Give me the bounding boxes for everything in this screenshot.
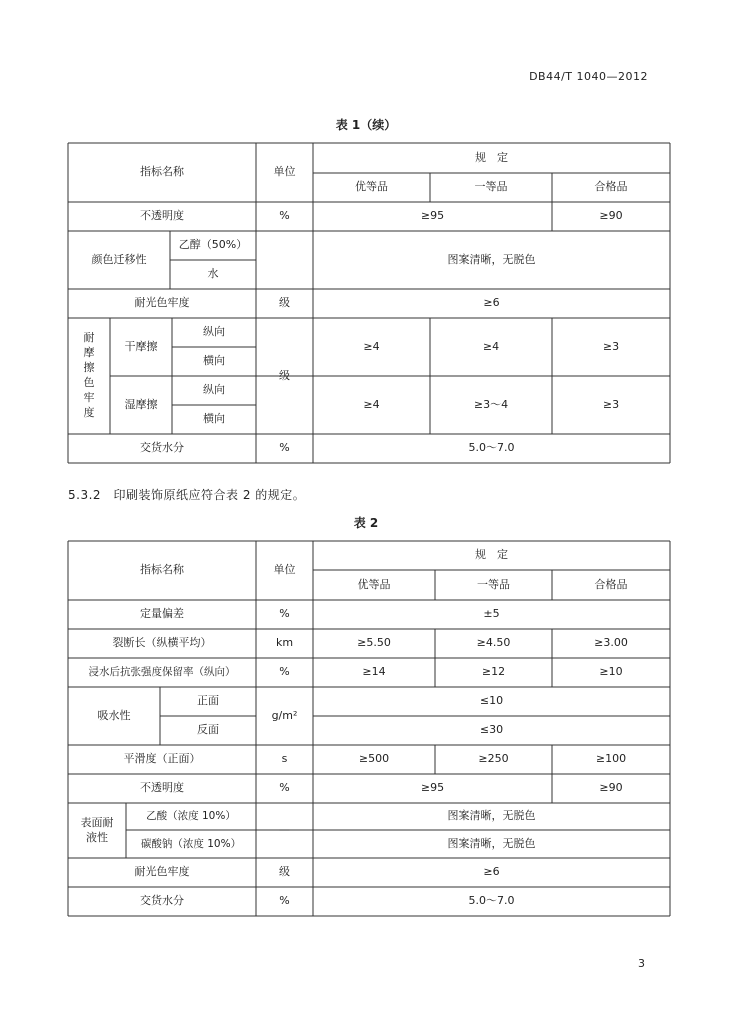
table1-caption: 表 1（续） — [335, 118, 397, 132]
t2-moisture-value: 5.0～7.0 — [468, 894, 515, 908]
t2-smooth-g1: ≥500 — [358, 752, 390, 766]
t2-grade-3: 合格品 — [594, 577, 628, 591]
t2-grade-2: 一等品 — [477, 577, 510, 591]
t2-smooth-unit: s — [281, 752, 288, 766]
t2-smooth-g2: ≥250 — [478, 752, 509, 766]
t1-rub-unit: 级 — [279, 368, 290, 382]
t1-rub-wet-g3: ≥3 — [602, 397, 620, 411]
t1-rub-dry: 干摩擦 — [124, 339, 158, 353]
t1-light-name: 耐光色牢度 — [134, 296, 190, 310]
t1-colorshift-sub1: 乙醇（50%） — [178, 238, 248, 252]
t2-wet-name: 浸水后抗张强度保留率（纵向） — [88, 666, 236, 679]
t1-opacity-g12: ≥95 — [420, 209, 445, 223]
t1-rub-dry-g1: ≥4 — [363, 339, 380, 353]
t1-rub-wet-g2: ≥3～4 — [473, 397, 509, 411]
t2-opacity-unit: % — [279, 781, 290, 795]
t2-resist-sub1: 乙酸（浓度 10%） — [146, 810, 236, 823]
t1-grade-3: 合格品 — [594, 180, 628, 194]
t2-wet-g3: ≥10 — [599, 665, 623, 679]
t2-breaking-g1: ≥5.50 — [357, 636, 391, 650]
t2-grade-1: 优等品 — [357, 577, 391, 591]
t2-resist-sub2: 碳酸钠（浓度 10%） — [140, 837, 242, 850]
t1-opacity-unit: % — [279, 209, 290, 223]
t1-light-value: ≥6 — [483, 296, 500, 310]
t2-wet-unit: % — [279, 665, 290, 679]
t1-colorshift-name: 颜色迁移性 — [91, 252, 147, 266]
t1-head-spec: 规 定 — [475, 150, 508, 164]
t2-absorb-back: 反面 — [197, 723, 219, 737]
t2-wet-g1: ≥14 — [362, 665, 386, 679]
t2-resist-val1: 图案清晰，无脱色 — [447, 809, 536, 823]
t2-moisture-unit: % — [279, 894, 290, 908]
t2-smooth-g3: ≥100 — [595, 752, 627, 766]
t1-opacity-g3: ≥90 — [599, 209, 623, 223]
t1-moisture-unit: % — [279, 441, 290, 455]
t1-grade-2: 一等品 — [474, 180, 508, 194]
t2-absorb-back-val: ≤30 — [479, 723, 504, 737]
t2-opacity-name: 不透明度 — [140, 781, 184, 795]
section-5-3-2: 5.3.2 印刷装饰原纸应符合表 2 的规定。 — [68, 488, 306, 502]
t1-light-unit: 级 — [279, 296, 290, 310]
t1-rub-group: 耐摩擦色牢度 — [83, 331, 95, 419]
t1-moisture-name: 交货水分 — [140, 441, 184, 455]
t1-opacity-name: 不透明度 — [140, 209, 184, 223]
table2-caption: 表 2 — [353, 516, 379, 530]
t2-absorb-front-val: ≤10 — [479, 694, 504, 708]
t1-rub-dry-g3: ≥3 — [602, 339, 620, 353]
t2-quant-name: 定量偏差 — [140, 607, 184, 621]
t2-opacity-g3: ≥90 — [599, 781, 623, 795]
t2-resist-name: 表面耐液性 — [80, 815, 114, 844]
t2-opacity-g12: ≥95 — [420, 781, 445, 795]
t1-rub-dir1: 纵向 — [203, 325, 225, 339]
t1-rub-dir2: 横向 — [203, 354, 225, 368]
t1-rub-wet-g1: ≥4 — [363, 397, 380, 411]
t2-smooth-name: 平滑度（正面） — [123, 752, 201, 766]
t1-rub-dir3: 纵向 — [203, 383, 225, 397]
t2-moisture-name: 交货水分 — [140, 894, 184, 908]
t2-absorb-unit: g/m² — [271, 708, 298, 722]
t2-light-unit: 级 — [279, 865, 290, 879]
t2-head-unit: 单位 — [273, 563, 296, 577]
t2-head-spec: 规 定 — [475, 548, 508, 562]
t1-moisture-value: 5.0～7.0 — [468, 441, 515, 455]
t2-breaking-unit: km — [275, 636, 294, 650]
t2-absorb-name: 吸水性 — [97, 708, 131, 722]
t1-head-name: 指标名称 — [140, 165, 184, 179]
t1-colorshift-sub2: 水 — [207, 267, 219, 281]
t1-rub-dir4: 横向 — [203, 412, 225, 426]
t2-breaking-g2: ≥4.50 — [476, 636, 511, 650]
t2-resist-val2: 图案清晰，无脱色 — [447, 836, 536, 850]
t1-rub-wet: 湿摩擦 — [124, 397, 158, 411]
t2-light-name: 耐光色牢度 — [134, 865, 190, 879]
t2-wet-g2: ≥12 — [481, 665, 506, 679]
t1-rub-dry-g2: ≥4 — [482, 339, 500, 353]
t2-absorb-front: 正面 — [197, 694, 219, 708]
t2-resist-unit: — — [279, 823, 290, 837]
t1-head-unit: 单位 — [273, 165, 296, 179]
t2-quant-value: ±5 — [483, 607, 500, 621]
t2-light-value: ≥6 — [483, 865, 500, 879]
t1-grade-1: 优等品 — [355, 180, 388, 194]
t2-head-name: 指标名称 — [140, 563, 184, 577]
t2-quant-unit: % — [279, 607, 290, 621]
page-number: 3 — [638, 957, 645, 970]
t1-colorshift-value: 图案清晰，无脱色 — [447, 252, 536, 266]
t2-breaking-name: 裂断长（纵横平均） — [112, 636, 212, 650]
document-id: DB44/T 1040—2012 — [529, 70, 648, 83]
t2-breaking-g3: ≥3.00 — [594, 636, 628, 650]
